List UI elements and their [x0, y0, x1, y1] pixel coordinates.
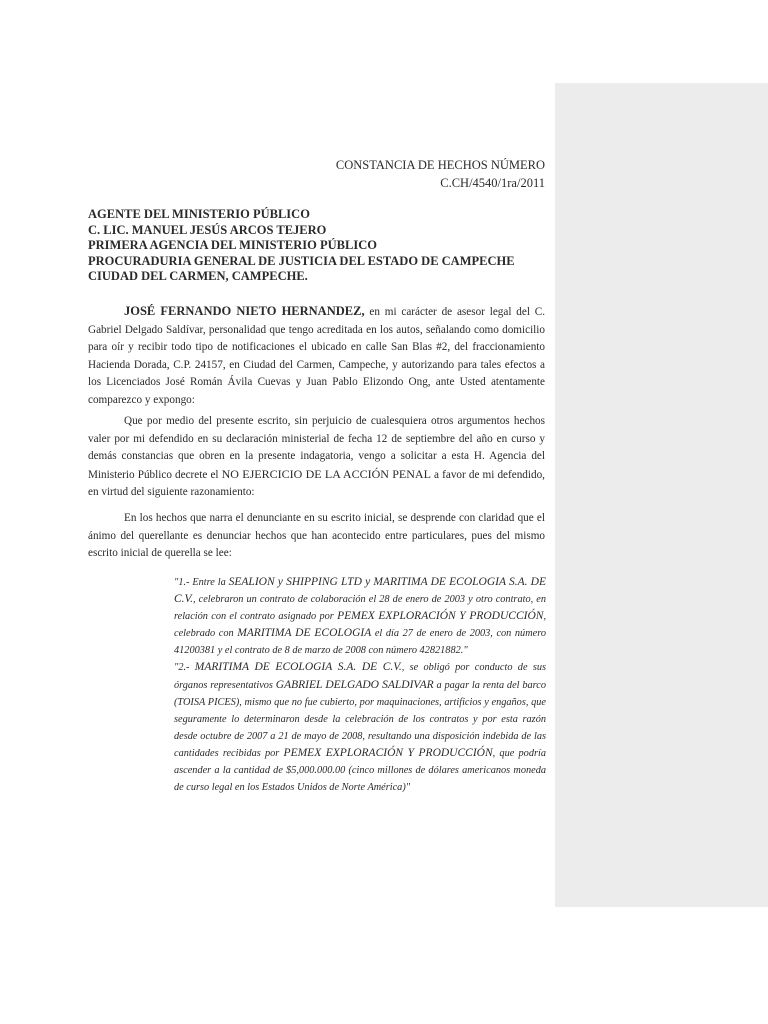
addressee-block	[88, 207, 558, 285]
request-emphasis: NO EJERCICIO DE LA ACCIÓN PENAL	[221, 466, 431, 481]
quote-text: "2.-	[174, 662, 195, 674]
intro-text: en mi carácter de asesor legal del C. Gabriel Delgado Saldívar, personalidad que tengo acreditada en los autos, señalando como domicilio para oír y recibir todo tipo de notificaciones el ubicado en calle San Blas #2, del fraccionamiento Hacienda Dorada, C.P. 24157, en Ciudad del Carmen, Campeche, y autorizando para tales efectos a los Licenciados José Román Ávila Cuevas y Juan Pablo Elizondo Ong, ante Usted atentamente comparezco y expongo:	[88, 306, 545, 406]
quote-text: el día 27 de enero de 2003, con número 41200381 y el contrato de 8 de marzo de 2008 con número 42821882."	[174, 628, 546, 657]
quote-text: , celebrado con	[174, 611, 547, 640]
quote-company: PEMEX EXPLORACIÓN Y PRODUCCIÓN	[283, 746, 493, 759]
quote-text: , que podría ascender a la cantidad de $5,000.000.00 (cinco millones de dólares americanos moneda de curso legal en los Estados Unidos de Norte América)"	[174, 747, 546, 794]
request-text-end: a favor de mi defendido, en virtud del siguiente razonamiento:	[88, 468, 545, 499]
case-number: C.CH/4540/1ra/2011	[440, 176, 545, 190]
addressee-line: PROCURADURIA GENERAL DE JUSTICIA DEL ESTADO DE CAMPECHE	[88, 253, 515, 268]
addressee-line: AGENTE DEL MINISTERIO PÚBLICO	[88, 207, 310, 221]
request-paragraph	[88, 413, 545, 502]
quote-company: MARITIMA DE ECOLOGIA S.A. DE C.V.	[194, 661, 402, 674]
facts-text: En los hechos que narra el denunciante en su escrito inicial, se desprende con claridad que el ánimo del querellante es denunciar hechos que han acontecido entre particulares, pues del mismo escrito inicial de querella se lee:	[88, 512, 545, 560]
request-text-start: Que por medio del presente escrito, sin perjuicio de cualesquiera otros argumentos hechos valer por mi defendido en su declaración ministerial de fecha 12 de septiembre del año en curso y demás constancias que obren en la presente indagatoria, vengo a solicitar a esta H. Agencia del Ministerio Público decrete el	[88, 415, 545, 481]
addressee-line: C. LIC. MANUEL JESÚS ARCOS TEJERO	[88, 222, 327, 237]
quote-company: PEMEX EXPLORACIÓN Y PRODUCCIÓN	[337, 610, 544, 623]
appellant-name: JOSÉ FERNANDO NIETO HERNANDEZ,	[124, 304, 365, 318]
quote-company: SEALION y SHIPPING LTD y MARITIMA DE ECOLOGIA S.A. DE C.V.	[174, 576, 546, 606]
quote-text: , celebraron un contrato de colaboración el 28 de enero de 2003 y otro contrato, en relación con el contrato asignado por	[174, 594, 546, 623]
quote-item-2	[174, 659, 546, 796]
case-title: CONSTANCIA DE HECHOS NÚMERO	[335, 158, 545, 172]
quote-text: , se obligó por conducto de sus órganos representativos	[174, 662, 546, 691]
quoted-complaint	[174, 574, 546, 796]
facts-paragraph	[88, 510, 545, 563]
quote-company: MARITIMA DE ECOLOGIA	[237, 627, 372, 640]
quote-item-1	[174, 574, 546, 659]
addressee-line: CIUDAD DEL CARMEN, CAMPECHE.	[88, 269, 308, 284]
quote-text: a pagar la renta del barco (TOISA PICES), mismo que no fue cubierto, por maquinaciones, artificios y engaños, que seguramente lo determinaron desde la celebración de los contratos y por esta razón desde octubre de 2007 a 21 de mayo de 2008, resultando una disposición indebida de las cantidades recibidas por	[174, 679, 546, 759]
intro-paragraph	[88, 303, 545, 410]
quote-text: "1.- Entre la	[174, 577, 229, 588]
quote-person: GABRIEL DELGADO SALDIVAR	[275, 678, 434, 691]
addressee-line: PRIMERA AGENCIA DEL MINISTERIO PÚBLICO	[88, 238, 377, 253]
comment-pane	[555, 83, 768, 907]
document-page	[88, 0, 545, 1024]
case-header	[336, 156, 545, 192]
